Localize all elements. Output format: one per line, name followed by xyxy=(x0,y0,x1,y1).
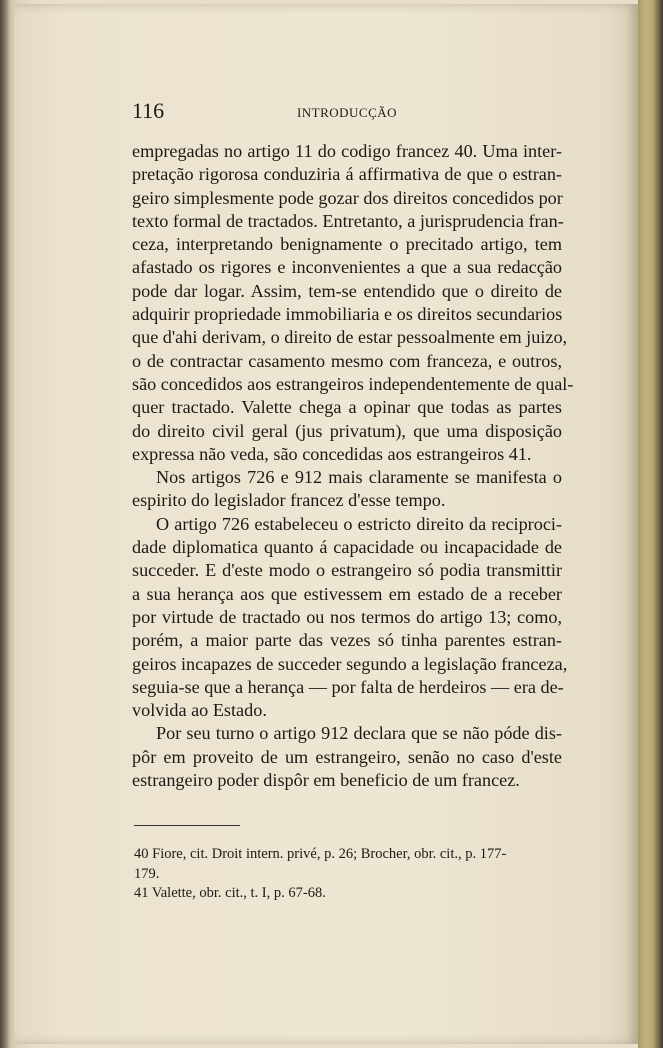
body-line: por virtude de tractado ou nos termos do artigo 13; como, xyxy=(132,606,562,627)
body-line: o de contractar casamento mesmo com franceza, e outros, xyxy=(132,350,562,371)
body-line: texto formal de tractados. Entretanto, a jurisprudencia fran- xyxy=(132,210,564,231)
body-line: do direito civil geral (jus privatum), que uma disposição xyxy=(132,420,562,441)
body-line: são concedidos aos estrangeiros independentemente de qual- xyxy=(132,373,574,394)
body-line: pode dar logar. Assim, tem-se entendido que o direito de xyxy=(132,280,562,301)
body-line: geiro simplesmente pode gozar dos direitos concedidos por xyxy=(132,187,563,208)
footnote-40: 40 Fiore, cit. Droit intern. privé, p. 26; Brocher, obr. cit., p. 177- xyxy=(134,846,507,862)
footnote-41: 41 Valette, obr. cit., t. I, p. 67-68. xyxy=(134,885,326,901)
body-line: geiros incapazes de succeder segundo a legislação franceza, xyxy=(132,653,568,674)
body-line: volvida ao Estado. xyxy=(132,700,267,721)
body-line: espirito do legislador francez d'esse tempo. xyxy=(132,490,446,511)
body-line: dade diplomatica quanto á capacidade ou incapacidade de xyxy=(132,537,562,558)
body-line: quer tractado. Valette chega a opinar que todas as partes xyxy=(132,397,562,418)
body-line: Por seu turno o artigo 912 declara que se não póde dis- xyxy=(156,723,562,744)
body-line: porém, a maior parte das vezes só tinha parentes estran- xyxy=(132,630,562,651)
body-line: pôr em proveito de um estrangeiro, senão no caso d'este xyxy=(132,746,562,767)
footnote-rule xyxy=(134,825,240,826)
footnote-40-continued: 179. xyxy=(134,865,160,882)
footnotes xyxy=(134,845,562,904)
body-line: que d'ahi derivam, o direito de estar pessoalmente em juizo, xyxy=(132,327,568,348)
page-number: 116 xyxy=(132,98,165,123)
body-line: O artigo 726 estabeleceu o estricto direito da reciproci- xyxy=(156,513,562,534)
body-line: estrangeiro poder dispôr em beneficio de um francez. xyxy=(132,770,520,791)
body-line: ceza, interpretando benignamente o precitado artigo, tem xyxy=(132,234,562,255)
body-line: adquirir propriedade immobiliaria e os direitos secundarios xyxy=(132,304,563,325)
page-header xyxy=(132,98,562,128)
body-line: a sua herança aos que estivessem em estado de a receber xyxy=(132,583,562,604)
body-line: succeder. E d'este modo o estrangeiro só podia transmittir xyxy=(132,560,562,581)
running-head: INTRODUCÇÃO xyxy=(296,105,398,120)
page-edge xyxy=(638,0,663,1048)
body-line: pretação rigorosa conduziria á affirmativa de que o estran- xyxy=(132,164,562,185)
body-line: empregadas no artigo 11 do codigo francez 40. Uma inter- xyxy=(132,141,562,161)
body-line: afastado os rigores e inconvenientes a que a sua redacção xyxy=(132,257,562,278)
body-line: expressa não veda, são concedidas aos estrangeiros 41. xyxy=(132,443,532,464)
body-line: seguia-se que a herança — por falta de herdeiros — era de- xyxy=(132,676,564,697)
body-line: Nos artigos 726 e 912 mais claramente se manifesta o xyxy=(156,467,562,488)
body-text xyxy=(132,140,574,792)
